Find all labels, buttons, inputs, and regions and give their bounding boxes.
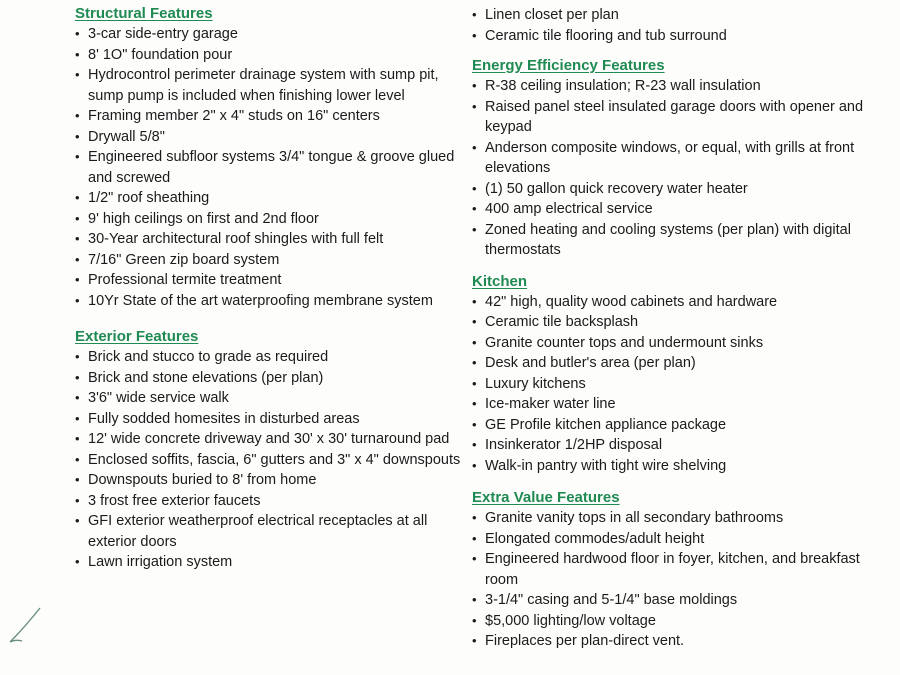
feature-list bbox=[472, 508, 887, 652]
bullet-icon: • bbox=[472, 98, 477, 114]
list-item bbox=[75, 188, 465, 209]
list-item-text: Elongated commodes/adult height bbox=[485, 530, 705, 547]
list-item bbox=[472, 590, 887, 611]
list-item-text: Ceramic tile flooring and tub surround bbox=[485, 27, 727, 44]
list-item-text: Fireplaces per plan-direct vent. bbox=[485, 633, 685, 649]
bullet-icon: • bbox=[75, 390, 80, 405]
bullet-icon: • bbox=[75, 472, 80, 487]
pen-mark bbox=[6, 604, 46, 646]
list-item bbox=[75, 552, 465, 573]
feature-list bbox=[472, 292, 887, 477]
section-heading: Energy Efficiency Features bbox=[472, 57, 665, 74]
list-item bbox=[75, 229, 465, 250]
bullet-icon: • bbox=[472, 457, 477, 473]
list-item-text: Professional termite treatment bbox=[88, 272, 282, 288]
list-item-text: 3'6" wide service walk bbox=[88, 390, 229, 406]
bullet-icon: • bbox=[75, 292, 80, 308]
list-item-text: Hydrocontrol perimeter drainage system with sump pit, sump pump is included when finishing lower level bbox=[88, 67, 439, 104]
list-item bbox=[472, 353, 887, 374]
bullet-icon: • bbox=[472, 139, 477, 155]
list-item-text: 7/16" Green zip board system bbox=[88, 251, 280, 268]
bullet-icon: • bbox=[472, 201, 477, 216]
bullet-icon: • bbox=[472, 221, 477, 237]
list-item-text: 1/2" roof sheathing bbox=[88, 190, 210, 206]
section-kitchen bbox=[472, 272, 887, 477]
list-item-text: Engineered hardwood floor in foyer, kitchen, and breakfast room bbox=[485, 551, 860, 588]
list-item bbox=[75, 409, 465, 430]
section-exterior bbox=[75, 327, 465, 573]
list-item-text: Zoned heating and cooling systems (per plan) with digital thermostats bbox=[485, 221, 851, 258]
list-item-text: Desk and butler's area (per plan) bbox=[485, 355, 696, 371]
bullet-icon: • bbox=[75, 251, 80, 267]
list-item-text: Framing member 2" x 4" studs on 16" centers bbox=[88, 108, 380, 124]
bullet-icon: • bbox=[472, 416, 477, 432]
list-item-text: Ceramic tile backsplash bbox=[485, 314, 639, 330]
list-item bbox=[75, 65, 465, 106]
bullet-icon: • bbox=[472, 78, 477, 93]
list-item bbox=[75, 209, 465, 230]
feature-list bbox=[75, 347, 465, 573]
list-item bbox=[472, 508, 887, 529]
list-item-text: 12' wide concrete driveway and 30' x 30' turnaround pad bbox=[88, 431, 450, 447]
list-item-text: Walk-in pantry with tight wire shelving bbox=[485, 457, 727, 474]
list-item bbox=[75, 511, 465, 552]
right-column bbox=[472, 0, 887, 652]
list-item bbox=[472, 199, 887, 220]
bullet-icon: • bbox=[472, 633, 477, 648]
list-item bbox=[75, 450, 465, 471]
bullet-icon: • bbox=[75, 410, 80, 426]
section-heading: Structural Features bbox=[75, 5, 213, 22]
bullet-icon: • bbox=[472, 510, 477, 525]
list-item-text: 10Yr State of the art waterproofing membrane system bbox=[88, 292, 433, 309]
bullet-icon: • bbox=[75, 190, 80, 205]
list-item-text: Insinkerator 1/2HP disposal bbox=[485, 437, 663, 453]
feature-list bbox=[472, 76, 887, 261]
list-item-text: Granite counter tops and undermount sinks bbox=[485, 334, 764, 351]
feature-list bbox=[75, 24, 465, 311]
list-item bbox=[75, 429, 465, 450]
section-energy bbox=[472, 56, 887, 261]
list-item bbox=[75, 106, 465, 127]
left-column bbox=[75, 0, 465, 573]
list-item-text: Fully sodded homesites in disturbed areas bbox=[88, 410, 360, 427]
list-item bbox=[472, 394, 887, 415]
bullet-icon: • bbox=[75, 67, 80, 82]
list-item bbox=[472, 549, 887, 590]
list-item bbox=[472, 529, 887, 550]
section-extra-value bbox=[472, 488, 887, 652]
bullet-icon: • bbox=[75, 451, 80, 467]
list-item bbox=[472, 179, 887, 200]
list-item-text: (1) 50 gallon quick recovery water heater bbox=[485, 180, 748, 197]
list-item-text: Ice-maker water line bbox=[485, 396, 616, 412]
feature-list bbox=[472, 5, 887, 46]
bullet-icon: • bbox=[472, 612, 477, 628]
bullet-icon: • bbox=[75, 128, 80, 144]
list-item-text: Enclosed soffits, fascia, 6" gutters and 3" x 4" downspouts bbox=[88, 451, 461, 468]
list-item bbox=[75, 127, 465, 148]
bullet-icon: • bbox=[75, 26, 80, 41]
bullet-icon: • bbox=[75, 108, 80, 123]
list-item bbox=[75, 388, 465, 409]
list-item-text: 8' 1O" foundation pour bbox=[88, 46, 233, 63]
list-item-text: Luxury kitchens bbox=[485, 375, 586, 392]
list-item-text: 42" high, quality wood cabinets and hardware bbox=[485, 293, 778, 310]
list-item bbox=[75, 291, 465, 312]
list-item-text: Lawn irrigation system bbox=[88, 554, 233, 570]
list-item bbox=[75, 270, 465, 291]
list-item bbox=[472, 374, 887, 395]
bullet-icon: • bbox=[75, 369, 80, 385]
list-item-text: 3-car side-entry garage bbox=[88, 26, 238, 42]
list-item bbox=[472, 631, 887, 652]
list-item-text: Anderson composite windows, or equal, with grills at front elevations bbox=[485, 139, 855, 176]
list-item bbox=[472, 97, 887, 138]
bullet-icon: • bbox=[75, 149, 80, 164]
list-item bbox=[472, 26, 887, 47]
list-item-text: Downspouts buried to 8' from home bbox=[88, 472, 317, 488]
list-item bbox=[472, 5, 887, 26]
list-item bbox=[75, 250, 465, 271]
list-item-text: Brick and stone elevations (per plan) bbox=[88, 369, 324, 386]
list-item-text: Raised panel steel insulated garage doors with opener and keypad bbox=[485, 98, 864, 135]
list-item bbox=[75, 347, 465, 368]
list-item-text: Brick and stucco to grade as required bbox=[88, 349, 329, 365]
bullet-icon: • bbox=[472, 27, 477, 43]
section-bath-continued bbox=[472, 5, 887, 46]
list-item bbox=[75, 24, 465, 45]
section-structural bbox=[75, 4, 465, 311]
list-item bbox=[472, 138, 887, 179]
list-item-text: Drywall 5/8" bbox=[88, 128, 165, 145]
list-item bbox=[472, 312, 887, 333]
bullet-icon: • bbox=[75, 210, 80, 226]
list-item bbox=[75, 368, 465, 389]
bullet-icon: • bbox=[472, 437, 477, 452]
bullet-icon: • bbox=[472, 396, 477, 411]
bullet-icon: • bbox=[75, 231, 80, 246]
bullet-icon: • bbox=[75, 431, 80, 446]
list-item bbox=[75, 491, 465, 512]
list-item bbox=[75, 147, 465, 188]
bullet-icon: • bbox=[472, 551, 477, 566]
list-item-text: Linen closet per plan bbox=[485, 7, 619, 23]
bullet-icon: • bbox=[472, 355, 477, 370]
list-item bbox=[472, 611, 887, 632]
list-item bbox=[75, 45, 465, 66]
list-item bbox=[472, 292, 887, 313]
bullet-icon: • bbox=[472, 375, 477, 391]
list-item bbox=[472, 435, 887, 456]
bullet-icon: • bbox=[472, 180, 477, 196]
bullet-icon: • bbox=[472, 7, 477, 22]
bullet-icon: • bbox=[472, 293, 477, 309]
list-item-text: 400 amp electrical service bbox=[485, 201, 653, 217]
bullet-icon: • bbox=[472, 592, 477, 607]
list-item-text: Granite vanity tops in all secondary bathrooms bbox=[485, 510, 784, 526]
bullet-icon: • bbox=[75, 554, 80, 569]
list-item bbox=[472, 415, 887, 436]
list-item-text: GFI exterior weatherproof electrical receptacles at all exterior doors bbox=[88, 513, 428, 550]
section-heading: Exterior Features bbox=[75, 328, 199, 345]
bullet-icon: • bbox=[472, 530, 477, 546]
bullet-icon: • bbox=[75, 46, 80, 62]
bullet-icon: • bbox=[75, 492, 80, 508]
section-heading: Extra Value Features bbox=[472, 489, 620, 506]
list-item bbox=[472, 333, 887, 354]
list-item-text: R-38 ceiling insulation; R-23 wall insulation bbox=[485, 78, 761, 94]
list-item-text: 30-Year architectural roof shingles with full felt bbox=[88, 231, 384, 247]
bullet-icon: • bbox=[472, 314, 477, 329]
list-item-text: 3 frost free exterior faucets bbox=[88, 492, 261, 509]
bullet-icon: • bbox=[75, 349, 80, 364]
list-item-text: GE Profile kitchen appliance package bbox=[485, 416, 727, 433]
bullet-icon: • bbox=[75, 513, 80, 528]
bullet-icon: • bbox=[75, 272, 80, 287]
list-item bbox=[75, 470, 465, 491]
list-item bbox=[472, 220, 887, 261]
list-item-text: 3-1/4" casing and 5-1/4" base moldings bbox=[485, 592, 738, 608]
bullet-icon: • bbox=[472, 334, 477, 350]
list-item bbox=[472, 456, 887, 477]
list-item-text: Engineered subfloor systems 3/4" tongue & groove glued and screwed bbox=[88, 149, 455, 186]
list-item-text: $5,000 lighting/low voltage bbox=[485, 612, 656, 629]
section-heading: Kitchen bbox=[472, 272, 528, 290]
list-item bbox=[472, 76, 887, 97]
list-item-text: 9' high ceilings on first and 2nd floor bbox=[88, 210, 319, 227]
